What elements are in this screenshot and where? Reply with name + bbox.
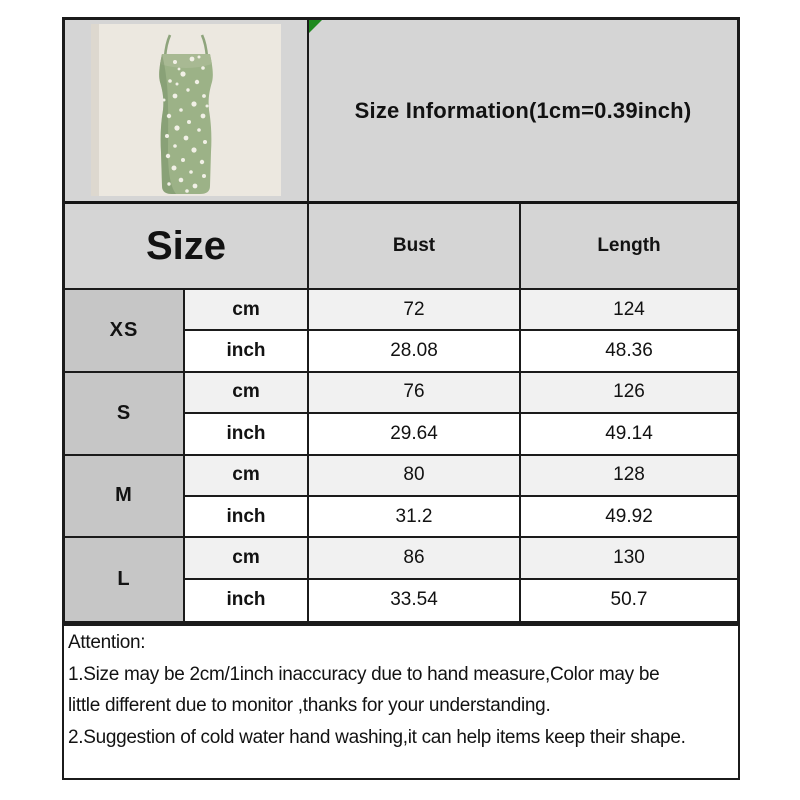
unit-label-cm: cm xyxy=(185,456,309,497)
xs-bust-inch: 28.08 xyxy=(309,331,521,372)
unit-label-cm: cm xyxy=(185,290,309,331)
size-label-l: L xyxy=(65,538,185,621)
size-column-header: Size xyxy=(65,204,309,290)
s-length-cm: 126 xyxy=(521,373,737,414)
xs-length-cm: 124 xyxy=(521,290,737,331)
unit-label-cm: cm xyxy=(185,538,309,579)
s-bust-inch: 29.64 xyxy=(309,414,521,455)
xs-bust-cm: 72 xyxy=(309,290,521,331)
unit-label-inch: inch xyxy=(185,580,309,621)
attention-line-1: 1.Size may be 2cm/1inch inaccuracy due to hand measure,Color may be xyxy=(68,663,660,685)
unit-label-cm: cm xyxy=(185,373,309,414)
attention-line-2: little different due to monitor ,thanks for your understanding. xyxy=(68,695,551,716)
size-info-title-cell xyxy=(309,20,737,204)
cell-corner-marker-icon xyxy=(309,20,322,33)
bust-column-header: Bust xyxy=(309,204,521,290)
m-bust-cm: 80 xyxy=(309,456,521,497)
l-bust-cm: 86 xyxy=(309,538,521,579)
attention-note xyxy=(62,624,740,780)
m-bust-inch: 31.2 xyxy=(309,497,521,538)
size-information-table xyxy=(62,17,740,624)
m-length-cm: 128 xyxy=(521,456,737,497)
l-bust-inch: 33.54 xyxy=(309,580,521,621)
l-length-inch: 50.7 xyxy=(521,580,737,621)
attention-heading: Attention: xyxy=(68,632,146,653)
unit-label-inch: inch xyxy=(185,497,309,538)
s-length-inch: 49.14 xyxy=(521,414,737,455)
unit-label-inch: inch xyxy=(185,414,309,455)
xs-length-inch: 48.36 xyxy=(521,331,737,372)
size-label-s: S xyxy=(65,373,185,456)
length-column-header: Length xyxy=(521,204,737,290)
product-photo-cell xyxy=(65,20,309,204)
unit-label-inch: inch xyxy=(185,331,309,372)
size-label-xs: XS xyxy=(65,290,185,373)
l-length-cm: 130 xyxy=(521,538,737,579)
size-info-title: Size Information(1cm=0.39inch) xyxy=(354,97,692,123)
attention-line-3: 2.Suggestion of cold water hand washing,it can help items keep their shape. xyxy=(68,726,686,748)
m-length-inch: 49.92 xyxy=(521,497,737,538)
size-label-m: M xyxy=(65,456,185,539)
product-photo-backdrop xyxy=(91,24,281,196)
s-bust-cm: 76 xyxy=(309,373,521,414)
green-floral-dress-image xyxy=(91,24,281,196)
